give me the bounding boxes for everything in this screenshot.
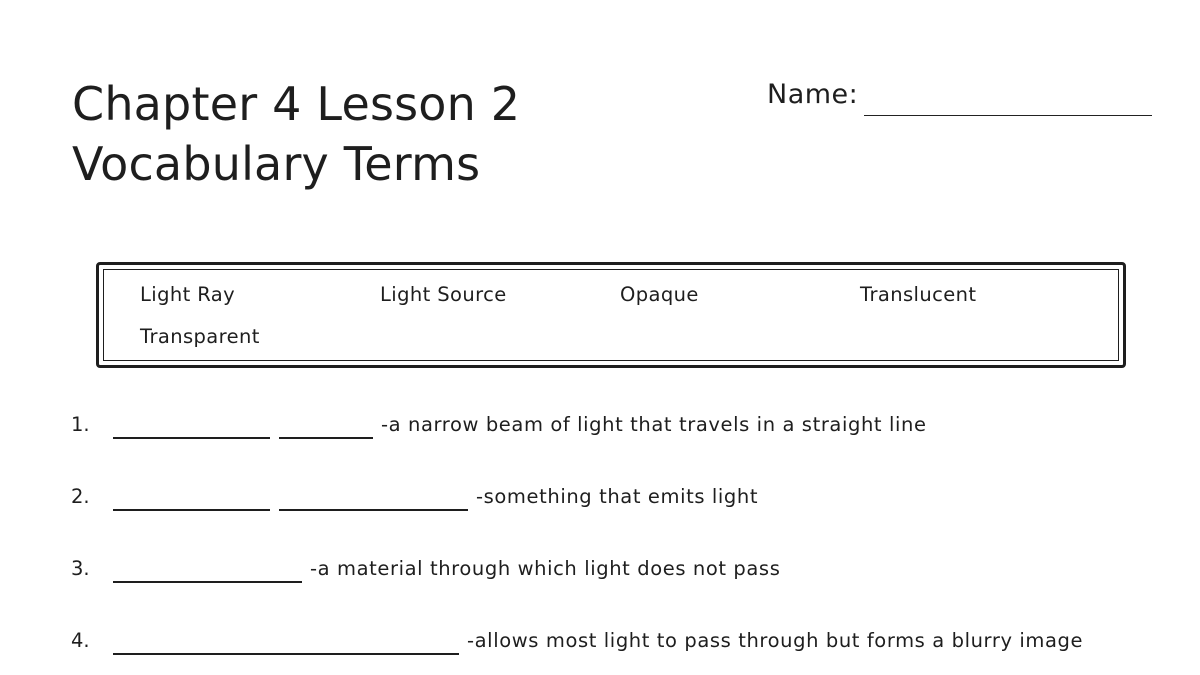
- answer-blank[interactable]: [113, 653, 459, 655]
- question-definition: -allows most light to pass through but forms a blurry image: [467, 629, 1084, 652]
- question-4: [0, 628, 1200, 668]
- question-1: [0, 412, 1200, 452]
- word-bank-term: Light Source: [380, 283, 507, 306]
- answer-blank[interactable]: [279, 509, 468, 511]
- word-bank-term: Transparent: [140, 325, 260, 348]
- question-definition: -a narrow beam of light that travels in a straight line: [381, 413, 927, 436]
- title-line-1: Chapter 4 Lesson 2: [72, 77, 521, 131]
- word-bank-box: [96, 262, 1126, 368]
- name-field-area: [767, 78, 1157, 118]
- word-bank-term: Translucent: [860, 283, 977, 306]
- question-definition: -something that emits light: [476, 485, 759, 508]
- word-bank-term: Light Ray: [140, 283, 236, 306]
- question-number: 3.: [71, 557, 90, 580]
- answer-blank[interactable]: [113, 437, 270, 439]
- title-line-2: Vocabulary Terms: [72, 137, 481, 191]
- name-label: Name:: [767, 79, 859, 110]
- word-bank-term: Opaque: [620, 283, 699, 306]
- question-3: [0, 556, 1200, 596]
- question-2: [0, 484, 1200, 524]
- answer-blank[interactable]: [113, 509, 270, 511]
- question-number: 1.: [71, 413, 90, 436]
- worksheet-title: [72, 74, 520, 194]
- question-number: 4.: [71, 629, 90, 652]
- question-number: 2.: [71, 485, 90, 508]
- question-definition: -a material through which light does not pass: [310, 557, 781, 580]
- name-blank-line[interactable]: [864, 115, 1152, 116]
- answer-blank[interactable]: [279, 437, 373, 439]
- answer-blank[interactable]: [113, 581, 302, 583]
